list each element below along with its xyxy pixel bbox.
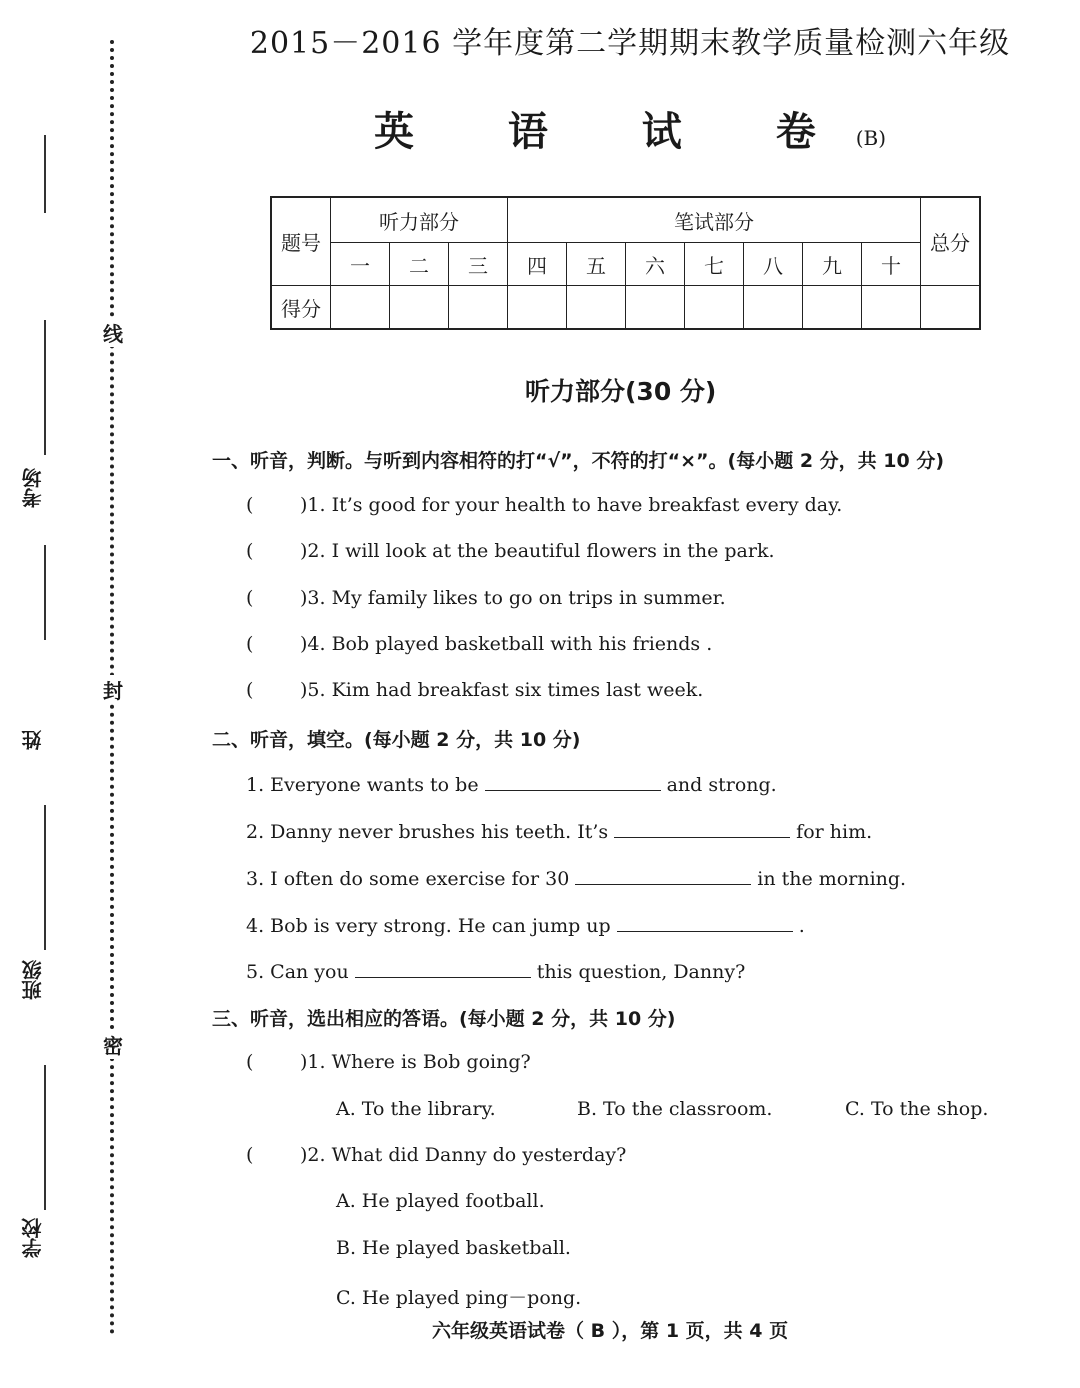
answer-bracket[interactable]: ( [246,587,254,609]
score-cell[interactable] [626,286,685,330]
score-cell[interactable] [390,286,449,330]
field-label-school: 学校 [21,1218,45,1258]
part1-item-5: )5. Kim had breakfast six times last week. [300,679,704,701]
part3-q1-option-c: C. To the shop. [845,1098,989,1120]
part2-item-1 [246,772,777,796]
part3-question-1: )1. Where is Bob going? [300,1051,531,1073]
field-label-exam-room: 考场 [21,468,45,508]
answer-bracket[interactable]: ( [246,1051,254,1073]
field-line-name [44,545,46,640]
seal-char-seal: 封 [100,675,126,704]
paper-title-text: 英 语 试 卷 [373,109,856,155]
page-footer: 六年级英语试卷（ B ），第 1 页，共 4 页 [432,1320,789,1342]
listening-group-label: 听力部分 [331,197,508,243]
question-col-7: 七 [685,243,744,286]
question-col-1: 一 [331,243,390,286]
question-col-2: 二 [390,243,449,286]
answer-bracket[interactable]: ( [246,1144,254,1166]
fill-blank[interactable] [575,866,751,885]
part3-question-2: )2. What did Danny do yesterday? [300,1144,627,1166]
part2-item-3 [246,866,906,890]
paper-variant: (B) [855,126,887,150]
question-col-9: 九 [803,243,862,286]
part3-q2-option-b: B. He played basketball. [336,1237,571,1259]
part1-item-3: )3. My family likes to go on trips in summer. [300,587,726,609]
field-line-class [44,805,46,950]
score-cell[interactable] [803,286,862,330]
score-table-question-row [271,243,980,286]
part3-q1-option-b: B. To the classroom. [577,1098,773,1120]
seal-char-line: 线 [100,318,126,347]
part2-item-5 [246,959,745,983]
total-score-cell[interactable] [921,286,981,330]
part1-heading: 一、听音，判断。与听到内容相符的打“√”，不符的打“×”。(每小题 2 分，共 10 分) [212,450,945,472]
answer-bracket[interactable]: ( [246,679,254,701]
paper-title [340,100,920,157]
field-line-school [44,1065,46,1210]
part3-heading: 三、听音，选出相应的答语。(每小题 2 分，共 10 分) [212,1008,676,1030]
question-col-8: 八 [744,243,803,286]
fill-blank[interactable] [355,959,531,978]
part2-item-4-before: 4. Bob is very strong. He can jump up [246,915,611,937]
part1-item-2: )2. I will look at the beautiful flowers in the park. [300,540,775,562]
score-label: 得分 [271,286,331,330]
answer-bracket[interactable]: ( [246,494,254,516]
answer-bracket[interactable]: ( [246,540,254,562]
fill-blank[interactable] [485,772,661,791]
seal-char-secret: 密 [100,1030,126,1059]
question-col-6: 六 [626,243,685,286]
part2-item-3-before: 3. I often do some exercise for 30 [246,868,570,890]
question-col-3: 三 [449,243,508,286]
score-cell[interactable] [685,286,744,330]
score-cell[interactable] [331,286,390,330]
score-cell[interactable] [744,286,803,330]
fill-blank[interactable] [614,819,790,838]
part1-item-4: )4. Bob played basketball with his friends . [300,633,713,655]
question-col-4: 四 [508,243,567,286]
score-table-group-row [271,197,980,243]
exam-header: 2015－2016 学年度第二学期期末教学质量检测六年级 [249,26,1011,61]
part2-item-1-after: and strong. [666,774,777,796]
part2-item-1-before: 1. Everyone wants to be [246,774,479,796]
item-number-label: 题号 [271,197,331,286]
score-cell[interactable] [862,286,921,330]
part3-q1-option-a: A. To the library. [336,1098,496,1120]
part2-item-2-before: 2. Danny never brushes his teeth. It’s [246,821,609,843]
part2-item-4 [246,913,805,937]
field-label-name: 姓 [21,730,45,750]
field-line-exam-room [44,320,46,455]
score-row [271,286,980,330]
question-col-5: 五 [567,243,626,286]
score-cell[interactable] [449,286,508,330]
score-cell[interactable] [567,286,626,330]
part1-item-1: )1. It’s good for your health to have breakfast every day. [300,494,843,516]
score-table [270,196,981,330]
part2-item-2-after: for him. [796,821,873,843]
part2-heading: 二、听音，填空。(每小题 2 分，共 10 分) [212,729,581,751]
part2-item-2 [246,819,872,843]
writing-group-label: 笔试部分 [508,197,921,243]
part2-item-5-before: 5. Can you [246,961,349,983]
part2-item-4-after: . [798,915,805,937]
part2-item-5-after: this question, Danny? [536,961,746,983]
part2-item-3-after: in the morning. [757,868,907,890]
part3-q2-option-a: A. He played football. [336,1190,545,1212]
total-label: 总分 [921,197,981,286]
question-col-10: 十 [862,243,921,286]
answer-bracket[interactable]: ( [246,633,254,655]
listening-section-title: 听力部分(30 分) [525,377,717,406]
field-line-top [44,135,46,213]
field-label-class: 班级 [21,960,45,1000]
part3-q2-option-c: C. He played ping－pong. [336,1287,582,1309]
fill-blank[interactable] [617,913,793,932]
score-cell[interactable] [508,286,567,330]
